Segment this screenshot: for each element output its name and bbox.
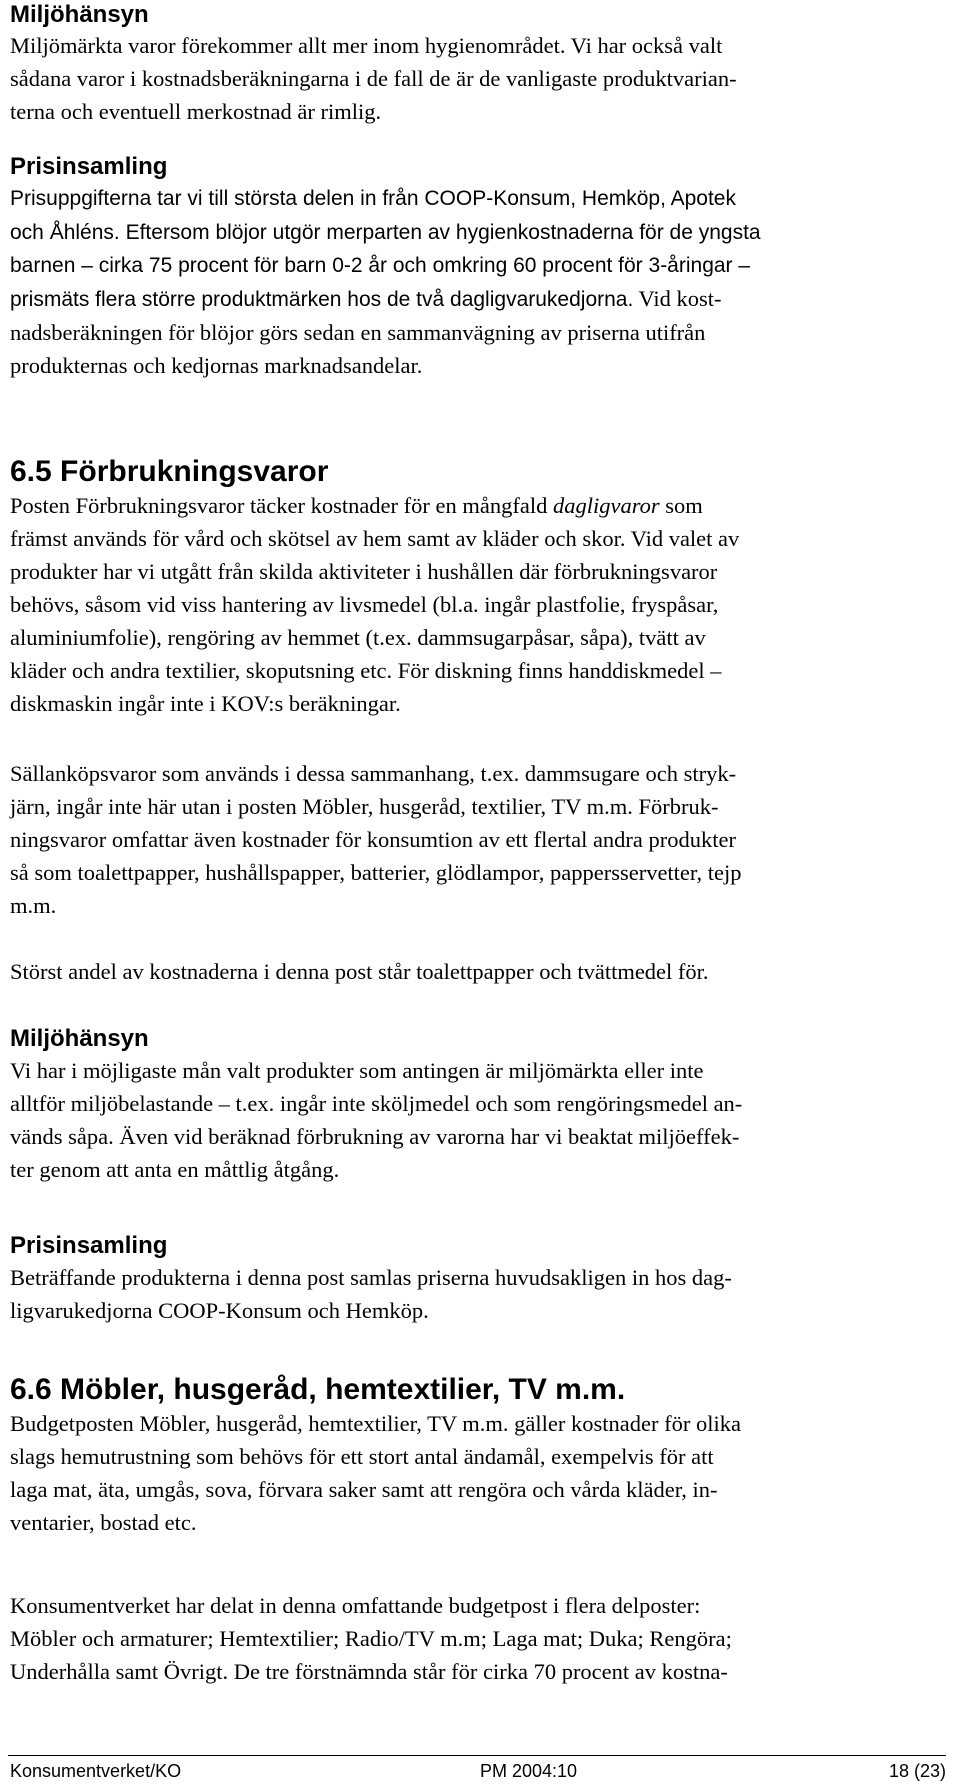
paragraph-sallankopsvaror: [10, 757, 910, 922]
text-line: laga mat, äta, umgås, sova, förvara saker samt att rengöra och vårda kläder, in-: [10, 1477, 718, 1502]
text-line: ligvarukedjorna COOP-Konsum och Hemköp.: [10, 1298, 429, 1323]
subheading: Prisinsamling: [10, 1232, 168, 1259]
section-prisinsamling-2: [10, 1231, 910, 1327]
text-line: Sällanköpsvaror som används i dessa sammanhang, t.ex. dammsugare och stryk-: [10, 761, 737, 786]
section-6-6-mobler: [10, 1372, 910, 1539]
paragraph: [10, 1407, 910, 1539]
text-line: ventarier, bostad etc.: [10, 1510, 197, 1535]
text-line: [10, 282, 910, 316]
footer-publisher: Konsumentverket/KO: [10, 1761, 182, 1781]
text-line: Beträffande produkterna i denna post samlas priserna huvudsakligen in hos dag-: [10, 1265, 732, 1290]
text-line: diskmaskin ingår inte i KOV:s beräkningar.: [10, 691, 401, 716]
text-segment: Eftersom blöjor utgör merparten av hygienkostnaderna för de yngsta: [119, 221, 761, 244]
text-segment: Posten Förbrukningsvaror täcker kostnader för en mångfald: [10, 493, 553, 518]
text-line: terna och eventuell merkostnad är rimlig.: [10, 99, 382, 124]
section-prisinsamling-1: [10, 152, 910, 382]
section-heading: 6.6 Möbler, husgeråd, hemtextilier, TV m.m.: [10, 1373, 626, 1406]
text-line: alltför miljöbelastande – t.ex. ingår inte sköljmedel och som rengöringsmedel an-: [10, 1091, 743, 1116]
text-line: främst används för vård och skötsel av hem samt av kläder och skor. Vid valet av: [10, 526, 740, 551]
text-line: aluminiumfolie), rengöring av hemmet (t.ex. dammsugarpåsar, såpa), tvätt av: [10, 625, 706, 650]
text-line: slags hemutrustning som behövs för ett stort antal ändamål, exempelvis för att: [10, 1444, 714, 1469]
footer-page-number: 18 (23): [888, 1761, 946, 1781]
section-6-5-forbrukningsvaror: [10, 454, 910, 720]
footer-document-id: PM 2004:10: [480, 1761, 578, 1781]
text-line: behövs, såsom vid viss hantering av livsmedel (bl.a. ingår plastfolie, fryspåsar,: [10, 592, 719, 617]
text-line: Miljömärkta varor förekommer allt mer inom hygienområdet. Vi har också valt: [10, 33, 723, 58]
text-line: ter genom att anta en måttlig åtgång.: [10, 1157, 340, 1182]
text-line: Budgetposten Möbler, husgeråd, hemtextilier, TV m.m. gäller kostnader för olika: [10, 1411, 741, 1436]
text-line: produkternas och kedjornas marknadsandelar.: [10, 353, 423, 378]
text-line: vänds såpa. Även vid beräknad förbrukning av varorna har vi beaktat miljöeffek-: [10, 1124, 740, 1149]
subheading: Prisinsamling: [10, 153, 168, 180]
text-line: Underhålla samt Övrigt. De tre förstnämnda står för cirka 70 procent av kostna-: [10, 1659, 728, 1684]
text-line: [10, 215, 910, 249]
italic-term: dagligvaror: [552, 493, 660, 518]
paragraph-delposter: [10, 1589, 910, 1688]
text-line: så som toalettpapper, hushållspapper, batterier, glödlampor, pappersservetter, tejp: [10, 860, 742, 885]
subheading: Miljöhänsyn: [10, 1025, 149, 1052]
paragraph-storst-andel: [10, 955, 910, 988]
text-line: m.m.: [10, 893, 57, 918]
text-line: [10, 489, 910, 522]
paragraph: [10, 757, 910, 922]
paragraph: [10, 1589, 910, 1688]
paragraph: [10, 1054, 910, 1186]
text-line: nadsberäkningen för blöjor görs sedan en sammanvägning av priserna utifrån: [10, 320, 706, 345]
text-line: ningsvaror omfattar även kostnader för konsumtion av ett flertal andra produkter: [10, 827, 737, 852]
paragraph: [10, 29, 910, 128]
paragraph: [10, 489, 910, 720]
text-segment: Vid kost-: [633, 286, 722, 311]
text-line: sådana varor i kostnadsberäkningarna i de fall de är de vanligaste produktvarian-: [10, 66, 737, 91]
paragraph: [10, 1261, 910, 1327]
text-line: produkter har vi utgått från skilda aktiviteter i hushållen där förbrukningsvaror: [10, 559, 718, 584]
text-line: Vi har i möjligaste mån valt produkter som antingen är miljömärkta eller inte: [10, 1058, 704, 1083]
text-line: Möbler och armaturer; Hemtextilier; Radio/TV m.m; Laga mat; Duka; Rengöra;: [10, 1626, 732, 1651]
text-line: Konsumentverket har delat in denna omfattande budgetpost i flera delposter:: [10, 1593, 701, 1618]
section-miljohansyn-2: [10, 1024, 910, 1186]
text-line: järn, ingår inte här utan i posten Möbler, husgeråd, textilier, TV m.m. Förbruk-: [10, 794, 719, 819]
text-segment: prismäts flera större produktmärken hos de två dagligvarukedjorna.: [10, 288, 634, 311]
text-line: Prisuppgifterna tar vi till största delen in från COOP-Konsum, Hemköp, Apotek: [10, 187, 736, 210]
subheading: Miljöhänsyn: [10, 1, 149, 28]
footer-divider: [8, 1755, 946, 1756]
section-heading: 6.5 Förbrukningsvaror: [10, 455, 329, 488]
paragraph: [10, 955, 910, 988]
paragraph: [10, 182, 910, 382]
text-line: kläder och andra textilier, skoputsning etc. För diskning finns handdiskmedel –: [10, 658, 722, 683]
text-line: barnen – cirka 75 procent för barn 0-2 år och omkring 60 procent för 3-åringar –: [10, 254, 751, 277]
section-miljohansyn-1: [10, 0, 910, 128]
text-line: Störst andel av kostnaderna i denna post står toalettpapper och tvättmedel för.: [10, 959, 709, 984]
text-segment: som: [659, 493, 703, 518]
text-segment: och Åhléns.: [10, 221, 120, 244]
